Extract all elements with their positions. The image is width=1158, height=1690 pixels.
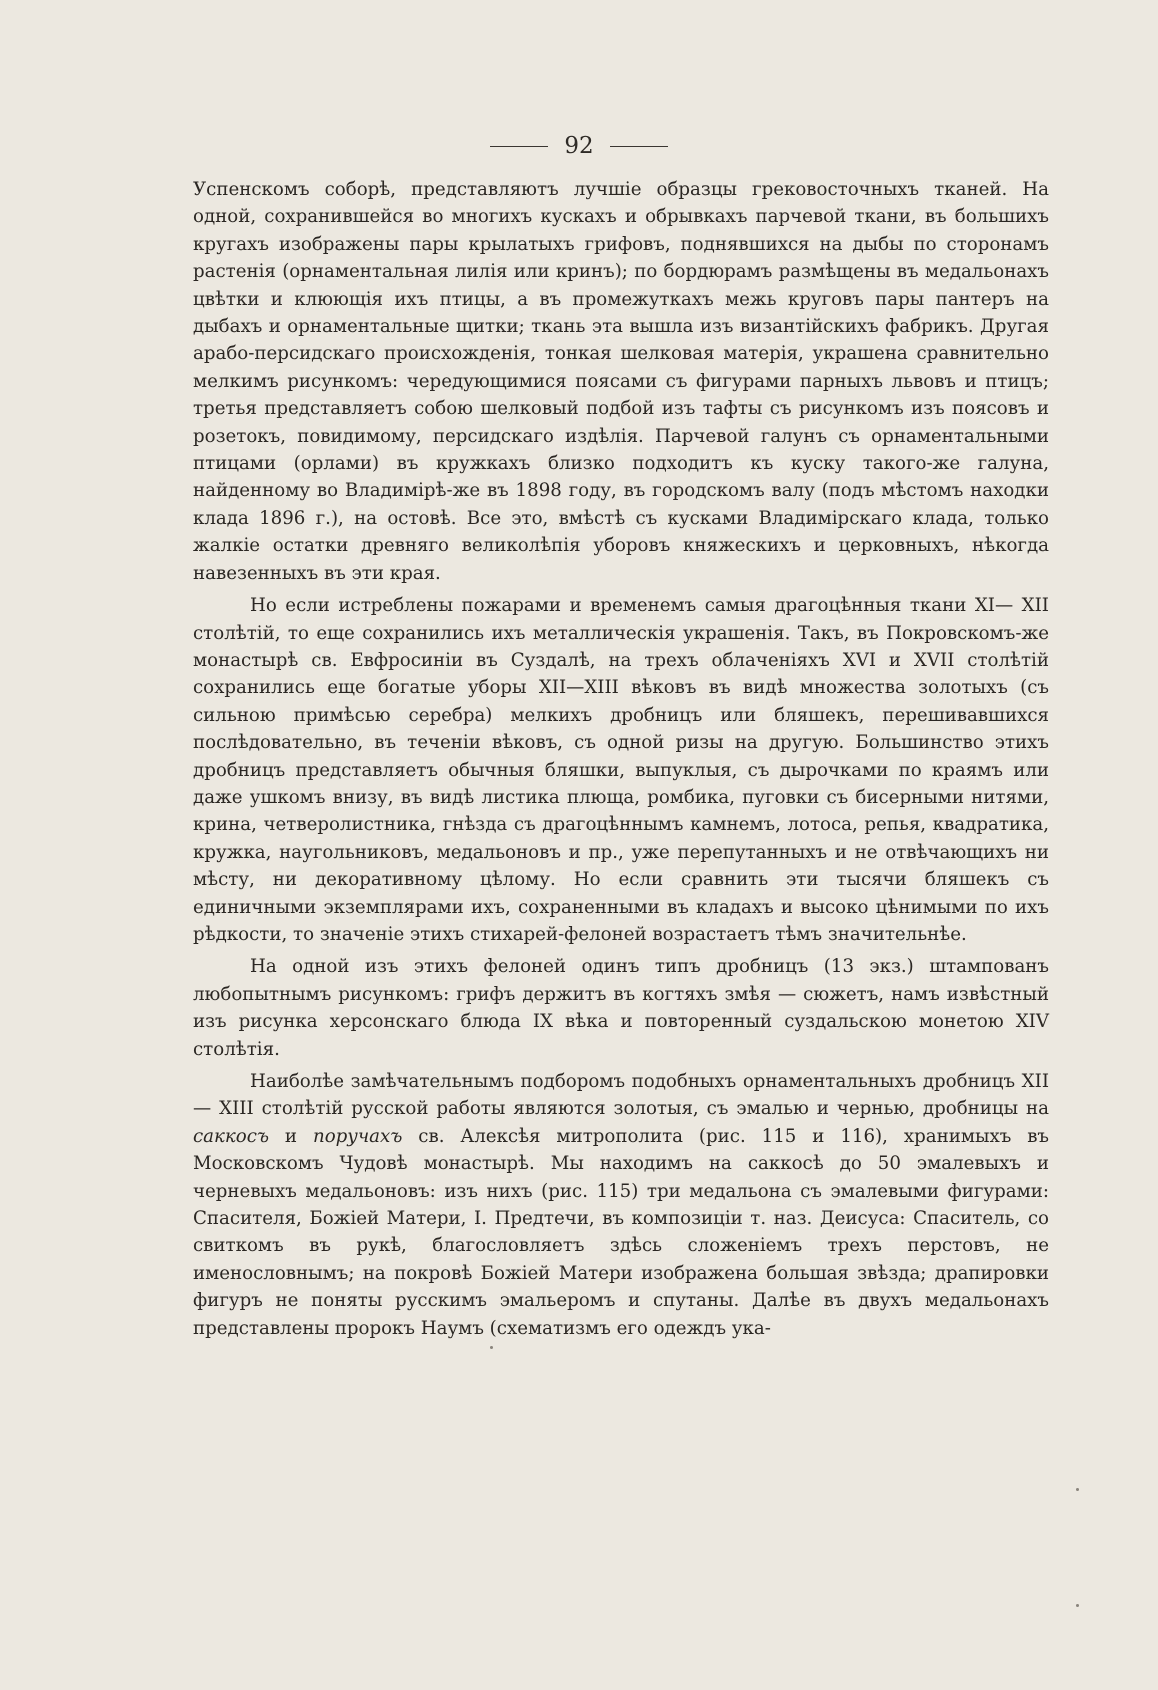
body-text: [193, 176, 1049, 1342]
paragraph-4: [193, 1068, 1049, 1342]
paragraph-4-text-a: Наиболѣе замѣчательнымъ подборомъ подобныхъ орнаментальныхъ дробницъ XII — XIII столѣтій русской работы являются золотыя, съ эмалью и чернью, дробницы на: [193, 1071, 1049, 1120]
header-rule-right: [610, 146, 668, 147]
scan-speck: [490, 1346, 493, 1349]
paragraph-4-italic-sakkos: саккосъ: [193, 1125, 270, 1147]
paragraph-2: [193, 592, 1049, 948]
paragraph-2-text: Но если истреблены пожарами и временемъ самыя драгоцѣнныя ткани XI— XII столѣтій, то еще сохранились ихъ металлическія украшенія. Такъ, въ Покровскомъ-же монастырѣ св. Евфросиніи въ Суздалѣ, на трехъ облаченіяхъ XVI и XVII столѣтій сохранились еще богатые уборы XII—XIII вѣковъ въ видѣ множества золотыхъ (съ сильною примѣсью серебра) мелкихъ дробницъ или бляшекъ, перешивавшихся послѣдовательно, въ теченіи вѣковъ, съ одной ризы на другую. Большинство этихъ дробницъ представляетъ обычныя бляшки, выпуклыя, съ дырочками по краямъ или даже ушкомъ внизу, въ видѣ листика плюща, ромбика, пуговки съ бисерными нитями, крина, четверолистника, гнѣзда съ драгоцѣннымъ камнемъ, лотоса, репья, квадратика, кружка, наугольниковъ, медальоновъ и пр., уже перепутанныхъ и не отвѣчающихъ ни мѣсту, ни декоративному цѣлому. Но если сравнить эти тысячи бляшекъ съ единичными экземплярами ихъ, сохраненными въ кладахъ и высоко цѣнимыми по ихъ рѣдкости, то значеніе этихъ стихарей-фелоней возрастаетъ тѣмъ значительнѣе.: [193, 595, 1049, 945]
scan-speck: [1076, 1488, 1079, 1491]
page-header: [0, 132, 1158, 160]
paragraph-3: [193, 953, 1049, 1063]
page-number: 92: [564, 133, 594, 159]
paragraph-1-text: Успенскомъ соборѣ, представляютъ лучшіе образцы грековосточныхъ тканей. На одной, сохранившейся во многихъ кускахъ и обрывкахъ парчевой ткани, въ большихъ кругахъ изображены пары крылатыхъ грифовъ, поднявшихся на дыбы по сторонамъ растенія (орнаментальная лилія или кринъ); по бордюрамъ размѣщены въ медальонахъ цвѣтки и клюющія ихъ птицы, а въ промежуткахъ межь круговъ пары пантеръ на дыбахъ и орнаментальные щитки; ткань эта вышла изъ византійскихъ фабрикъ. Другая арабо-персидскаго происхожденія, тонкая шелковая матерія, украшена сравнительно мелкимъ рисункомъ: чередующимися поясами съ фигурами парныхъ львовъ и птицъ; третья представляетъ собою шелковый подбой изъ тафты съ рисункомъ изъ поясовъ и розетокъ, повидимому, персидскаго издѣлія. Парчевой галунъ съ орнаментальными птицами (орлами) въ кружкахъ близко подходитъ къ куску такого-же галуна, найденному во Владимірѣ-же въ 1898 году, въ городскомъ валу (подъ мѣстомъ находки клада 1896 г.), на остовѣ. Все это, вмѣстѣ съ кусками Владимірскаго клада, только жалкіе остатки древняго великолѣпія уборовъ княжескихъ и церковныхъ, нѣкогда навезенныхъ въ эти края.: [193, 179, 1049, 584]
paragraph-4-italic-poruchi: поручахъ: [312, 1125, 403, 1147]
header-rule-left: [490, 146, 548, 147]
paragraph-4-text-c: св. Алексѣя митрополита (рис. 115 и 116), хранимыхъ въ Московскомъ Чудовѣ монастырѣ. Мы находимъ на саккосѣ до 50 эмалевыхъ и черневыхъ медальоновъ: изъ нихъ (рис. 115) три медальона съ эмалевыми фигурами: Спасителя, Божіей Матери, І. Предтечи, въ композиціи т. наз. Деисуса: Спаситель, со свиткомъ въ рукѣ, благословляетъ здѣсь сложеніемъ трехъ перстовъ, не именословнымъ; на покровѣ Божіей Матери изображена большая звѣзда; драпировки фигуръ не поняты русскимъ эмальеромъ и спутаны. Далѣе въ двухъ медальонахъ представлены пророкъ Наумъ (схематизмъ его одеждъ ука-: [193, 1125, 1050, 1339]
scan-speck: [1076, 1604, 1079, 1607]
paragraph-3-text: На одной изъ этихъ фелоней одинъ типъ дробницъ (13 экз.) штампованъ любопытнымъ рисункомъ: грифъ держитъ въ когтяхъ змѣя — сюжетъ, намъ извѣстный изъ рисунка херсонскаго блюда IX вѣка и повторенный суздальскою монетою XIV столѣтія.: [193, 956, 1049, 1060]
paragraph-1: [193, 176, 1049, 587]
paragraph-4-text-b: и: [269, 1125, 313, 1147]
